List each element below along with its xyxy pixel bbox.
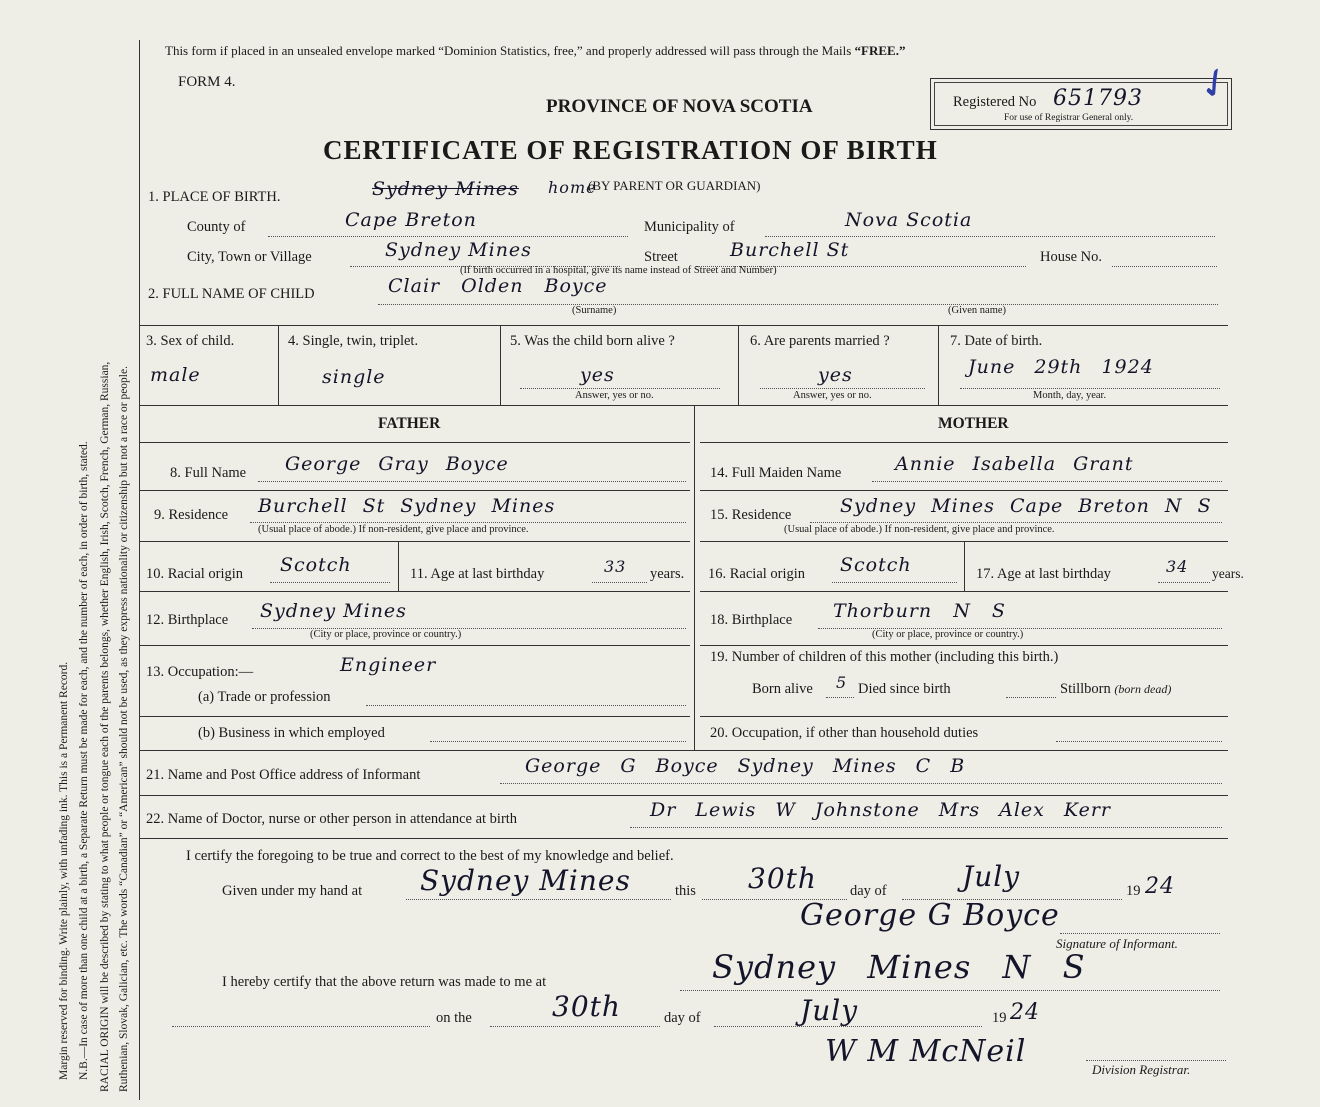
mother-birthplace-value: Thorburn N S <box>833 600 1006 622</box>
mother-name-label: 14. Full Maiden Name <box>710 465 842 481</box>
registered-note: For use of Registrar General only. <box>1004 113 1134 123</box>
registrar-day-of-label: day of <box>664 1010 701 1026</box>
city-label: City, Town or Village <box>187 249 312 265</box>
hospital-note: (If birth occurred in a hospital, give its name instead of Street and Number) <box>460 265 777 276</box>
father-racial-value: Scotch <box>280 554 352 576</box>
registered-number: 651793 <box>1053 86 1143 111</box>
registrar-on-the-label: on the <box>436 1010 472 1026</box>
father-racial-label: 10. Racial origin <box>146 566 244 582</box>
mother-name-value: Annie Isabella Grant <box>895 453 1134 475</box>
father-residence-label: 9. Residence <box>154 507 229 523</box>
father-abode-note: (Usual place of abode.) If non-resident, give place and province. <box>258 524 529 535</box>
registrar-statement: I hereby certify that the above return was made to me at <box>222 974 547 990</box>
registrar-place-value: Sydney Mines N S <box>712 948 1086 986</box>
by-parent-note: (BY PARENT OR GUARDIAN) <box>588 178 761 193</box>
given-month-value: July <box>962 860 1021 893</box>
informant-signature: George G Boyce <box>800 898 1060 933</box>
child-name-value: Clair Olden Boyce <box>388 275 608 297</box>
informant-signature-label: Signature of Informant. <box>1056 936 1178 951</box>
mother-racial-value: Scotch <box>840 554 912 576</box>
given-place-value: Sydney Mines <box>420 864 631 897</box>
father-business-label: (b) Business in which employed <box>198 725 385 741</box>
mother-birthplace-label: 18. Birthplace <box>710 612 793 628</box>
registered-box <box>930 78 1232 130</box>
single-value: single <box>322 366 386 388</box>
born-alive-value: yes <box>580 364 615 386</box>
margin-rule <box>139 40 140 1100</box>
doctor-label: 22. Name of Doctor, nurse or other person in attendance at birth <box>146 811 518 827</box>
form-number: FORM 4. <box>178 74 236 90</box>
house-number-label: House No. <box>1040 249 1103 265</box>
given-year-value: 24 <box>1145 874 1175 899</box>
father-occupation-value: Engineer <box>340 654 437 676</box>
born-alive-label: 5. Was the child born alive ? <box>510 333 675 349</box>
mother-residence-value: Sydney Mines Cape Breton N S <box>840 495 1212 517</box>
mother-residence-label: 15. Residence <box>710 507 792 523</box>
married-value: yes <box>818 364 853 386</box>
registrar-signature: W M McNeil <box>825 1034 1027 1069</box>
registered-label: Registered No <box>953 94 1037 110</box>
child-name-label: 2. FULL NAME OF CHILD <box>148 286 315 302</box>
born-alive-note: Answer, yes or no. <box>575 390 654 401</box>
municipality-value: Nova Scotia <box>845 209 973 231</box>
street-value: Burchell St <box>730 239 850 261</box>
given-this-label: this <box>675 883 696 899</box>
mother-age-value: 34 <box>1166 557 1189 576</box>
place-of-birth-value: home <box>548 178 597 197</box>
place-of-birth-label: 1. PLACE OF BIRTH. <box>148 189 281 205</box>
registrar-year-prefix: 19 <box>992 1010 1007 1026</box>
margin-binding-note: Margin reserved for binding. Write plainly, with unfading ink. This is a Permanent Record. <box>58 661 70 1080</box>
married-note: Answer, yes or no. <box>793 390 872 401</box>
given-day-of-label: day of <box>850 883 887 899</box>
married-label: 6. Are parents married ? <box>750 333 890 349</box>
sex-value: male <box>150 364 201 386</box>
certify-statement: I certify the foregoing to be true and correct to the best of my knowledge and belief. <box>186 848 674 864</box>
stillborn-label: Stillborn (born dead) <box>1060 681 1172 697</box>
born-alive-count-value: 5 <box>836 673 848 692</box>
dob-label: 7. Date of birth. <box>950 333 1043 349</box>
father-header: FATHER <box>378 415 441 432</box>
informant-label: 21. Name and Post Office address of Informant <box>146 767 421 783</box>
registrar-signature-label: Division Registrar. <box>1092 1062 1191 1077</box>
place-of-birth-struck: Sydney Mines <box>372 178 519 200</box>
dob-note: Month, day, year. <box>1033 390 1107 401</box>
given-day-value: 30th <box>748 862 817 895</box>
father-occupation-label: 13. Occupation:— <box>146 664 254 680</box>
father-residence-value: Burchell St Sydney Mines <box>258 495 556 517</box>
mother-abode-note: (Usual place of abode.) If non-resident, give place and province. <box>784 524 1055 535</box>
father-age-label: 11. Age at last birthday <box>410 566 545 582</box>
margin-racial-note-2: Ruthenian, Slovak, Galician, etc. The words “Canadian” or “American” should not be used, as they express nationality or citizenship but not a race or people. <box>118 366 130 1092</box>
street-label: Street <box>644 249 678 265</box>
registrar-month-value: July <box>800 994 859 1027</box>
certificate-title: CERTIFICATE OF REGISTRATION OF BIRTH <box>323 135 938 165</box>
mother-birthplace-note: (City or place, province or country.) <box>872 629 1024 640</box>
registrar-year-value: 24 <box>1010 1000 1040 1025</box>
given-under-label: Given under my hand at <box>222 883 363 899</box>
top-notice: This form if placed in an unsealed envelope marked “Dominion Statistics, free,” and properly addressed will pass through the Mails “FREE.” <box>165 43 906 58</box>
died-since-birth-label: Died since birth <box>858 681 951 697</box>
county-value: Cape Breton <box>345 209 477 231</box>
father-trade-label: (a) Trade or profession <box>198 689 331 705</box>
born-alive-count-label: Born alive <box>752 681 813 697</box>
margin-nb-note: N.B.—In case of more than one child at a birth, a Separate Return must be made for each, and the number of each, in order of birth, stated. <box>78 441 90 1080</box>
check-mark-icon: ✓ <box>1188 55 1241 112</box>
dob-value: June 29th 1924 <box>968 356 1154 378</box>
surname-note: (Surname) <box>572 305 617 316</box>
father-age-value: 33 <box>604 557 627 576</box>
children-count-label: 19. Number of children of this mother (including this birth.) <box>710 649 1059 665</box>
mother-occupation-label: 20. Occupation, if other than household duties <box>710 725 979 741</box>
doctor-value: Dr Lewis W Johnstone Mrs Alex Kerr <box>650 799 1112 821</box>
mother-racial-label: 16. Racial origin <box>708 566 806 582</box>
father-birthplace-value: Sydney Mines <box>260 600 407 622</box>
mother-years: years. <box>1212 566 1244 581</box>
given-year-prefix: 19 <box>1126 883 1141 899</box>
county-label: County of <box>187 219 246 235</box>
sex-label: 3. Sex of child. <box>146 333 235 349</box>
mother-header: MOTHER <box>938 415 1009 432</box>
city-value: Sydney Mines <box>385 239 532 261</box>
informant-value: George G Boyce Sydney Mines C B <box>525 755 966 777</box>
given-name-note: (Given name) <box>948 305 1007 316</box>
province-heading: PROVINCE OF NOVA SCOTIA <box>546 96 813 117</box>
single-label: 4. Single, twin, triplet. <box>288 333 419 349</box>
father-birthplace-note: (City or place, province or country.) <box>310 629 462 640</box>
father-years: years. <box>650 566 685 582</box>
municipality-label: Municipality of <box>644 219 735 235</box>
margin-racial-note: RACIAL ORIGIN will be described by stating to what people or tongue each of the parents belongs, whether English, Irish, Scotch, French, German, Russian, <box>99 361 111 1092</box>
father-name-value: George Gray Boyce <box>285 453 509 475</box>
father-birthplace-label: 12. Birthplace <box>146 612 229 628</box>
registrar-day-value: 30th <box>552 990 621 1023</box>
mother-age-label: 17. Age at last birthday <box>976 566 1111 582</box>
father-name-label: 8. Full Name <box>170 465 247 481</box>
